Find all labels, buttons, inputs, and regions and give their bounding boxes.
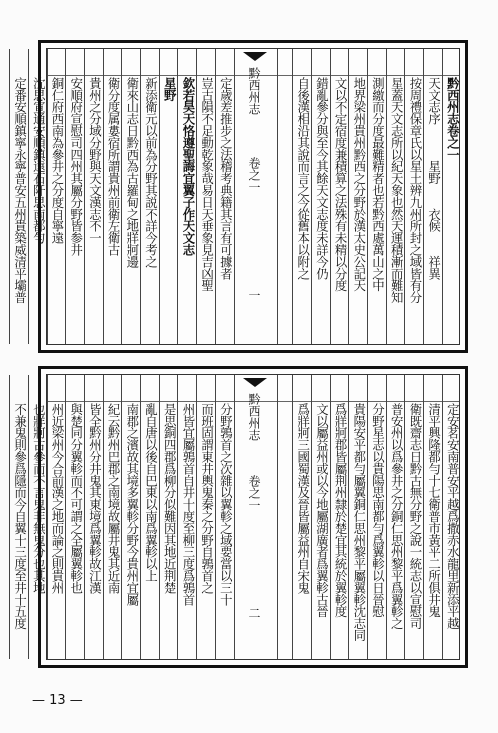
page-number: — 13 —: [32, 693, 83, 708]
top-page: [12, 40, 468, 353]
text-column: 欽若昊天恪遵聖誨宜翼子作天文志: [180, 77, 196, 256]
fish-tail-mark-icon: [243, 378, 267, 388]
band-title: 黔西州志: [247, 67, 261, 115]
text-column: 文以不定宿度兼積算之法殊有未精以分度: [333, 77, 349, 292]
text-column: 按周禮保章氏以星土辨九州所封之域皆有分: [407, 77, 423, 304]
text-column: 爲牂牁三國蜀漢及晉皆屬益州自宋鬼: [295, 403, 311, 594]
text-column: 與楚同分翼軫而不可謂之全屬翼軫也: [68, 403, 84, 594]
band-section: 卷之一: [247, 475, 261, 511]
top-center-band: [234, 49, 278, 344]
text-column: 而班固謂東井輿鬼秦之分野自鶉首之: [199, 403, 215, 594]
text-column: 分野鶉首之次雜以翼軫之域要當以三十: [218, 403, 234, 606]
text-column: 定安茗安南普安平越爲撒赤水龍里新添平越: [445, 403, 461, 630]
column-rule: [292, 375, 293, 659]
text-column: 清平興隆都勻十七衛普市黃平二所俱井鬼: [426, 403, 442, 618]
text-column: 州近梁州今合前漢之地而論之則貴州: [50, 403, 65, 594]
text-column: 貴州之分域分野與天文漢志不一: [87, 77, 103, 244]
text-column: 州皆宜屬鶉首自井十度至柳三度爲鶉首: [180, 403, 196, 606]
text-column: 皆全黔州分井鬼其東境爲翼軫故江漢: [87, 403, 103, 594]
text-column: 安順府宣慰司四州其屬分野皆参井: [68, 77, 84, 256]
text-column: 測繳而分度最難精者也若黔西處萬山之中: [370, 77, 386, 292]
band-section: 卷之一: [247, 157, 261, 193]
text-column: 亂自唐以後自巴東以南爲翼軫以上: [143, 403, 159, 582]
text-column: 衛來山志日黔西為古羅甸之地牂牁邊: [124, 77, 140, 268]
text-column: 爲牂牁郡皆屬荆州隸於楚宜其統於翼軫度: [333, 403, 349, 618]
text-column: 南郡之濱故其境多翼軫分野今貴州宜屬: [124, 403, 140, 606]
text-column: 是思銅四郡爲柳分似難因其地近荆楚: [162, 403, 178, 594]
bottom-page: [12, 366, 468, 668]
text-column: 星野: [162, 77, 178, 101]
text-column: 定番安順鎮寧永寧普安五州貴築威清平壩普: [12, 77, 28, 304]
text-column: 文以屬益州或以今地屬湖廣者爲翼軫古晉: [314, 403, 330, 618]
text-column: 新添衛元以前為分野其説不詳今考之: [143, 77, 159, 268]
bottom-page-frame: [12, 374, 461, 660]
band-folio: 一: [247, 289, 261, 301]
text-column: 衛分度属婁宿所謂貴州前衛左衛古: [106, 77, 122, 256]
text-column: 定歲差推步之法稽考典籍其言有可據者: [218, 77, 234, 280]
column-rule: [9, 375, 10, 659]
text-column: 錯亂參分與至今其餘天文志度未詳今仍: [314, 77, 330, 280]
top-page-frame: [12, 48, 461, 345]
text-column: 普安州以爲參井之分銅仁思州黎平爲翼軫之: [389, 403, 405, 630]
text-column: 天文志序 星野 衣候 祥異: [426, 77, 442, 280]
band-title: 黔西州志: [247, 393, 261, 441]
bottom-center-band: [234, 375, 278, 659]
fish-tail-mark-icon: [243, 52, 267, 62]
text-column: 也牂牁古參而不言鬼非無鬼分也其地: [31, 403, 47, 594]
text-column: 衛既齋志日黔古無分野之說一統志以宣慰司: [407, 403, 423, 630]
band-folio: 二: [247, 607, 261, 619]
text-column: 地界梁州貴州黔西之分野於漢太史公記天: [351, 77, 367, 292]
text-column: 沈思宣通安順鎮遠石阡思南都勻: [31, 77, 47, 244]
text-column: 星蓋天文志所以紀天象也然天運積漸而難知: [389, 77, 405, 304]
text-column: 銅仁府西南為參井之分度自寧遠: [50, 77, 65, 244]
column-rule: [9, 49, 10, 344]
text-column: 紀云黔州巴郡之南境故屬井鬼其近南: [106, 403, 122, 594]
text-column: 不兼鬼則參爲隱而今自翼十三度至井十五度: [12, 403, 28, 630]
text-column: 自後漢相沿其說而言之今從舊本以附之: [295, 77, 311, 280]
text-column: 貴陽安平都勻屬翼銅仁思州黎平屬翼軫沈志同: [351, 403, 367, 641]
text-column: 豈古隕不足動乾象哉易日天垂象見吉凶聖: [199, 77, 215, 292]
text-column: 黔西州志卷之一: [445, 77, 461, 161]
text-column: 分野星志以貴陽思南都勻爲翼軫以日晉慰: [370, 403, 386, 618]
column-rule: [292, 49, 293, 344]
